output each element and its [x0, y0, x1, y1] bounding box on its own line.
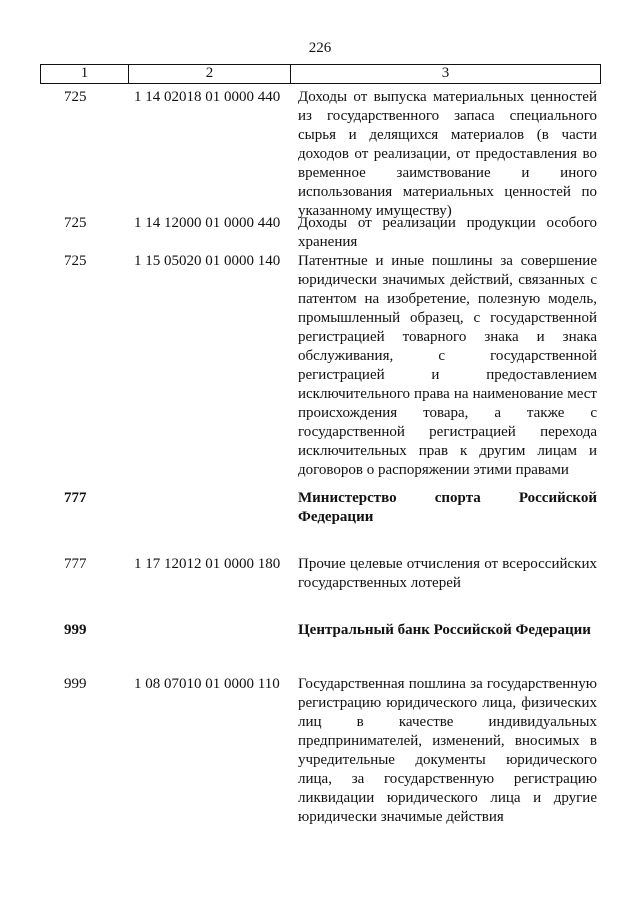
- income-description: Доходы от реализации продукции особого хранения: [298, 215, 597, 250]
- admin-code: 777: [64, 490, 87, 506]
- income-description: Государственная пошлина за государственную регистрацию юридического лица, физических лиц в качестве индивидуальных предпринимателей, изменений, вносимых в учредительные документы юридического лица, за государственную регистрацию ликвидации юридического лица и другие юридически значимые действия: [298, 676, 597, 825]
- kbk-code: 1 17 12012 01 0000 180: [134, 556, 281, 572]
- header-col-3: 3: [441, 65, 450, 81]
- header-col-1: 1: [41, 65, 129, 83]
- kbk-code: 1 15 05020 01 0000 140: [134, 253, 281, 269]
- income-description: Доходы от выпуска материальных ценностей из государственного запаса специального сырья и делящихся материалов (в части доходов от реализации, от предоставления во временное заимствование и иного использования материальных ценностей по указанному имуществу): [298, 89, 597, 219]
- kbk-code: 1 08 07010 01 0000 110: [134, 676, 280, 692]
- header-col-2: 2: [129, 65, 291, 83]
- admin-code: 725: [64, 253, 87, 269]
- admin-code: 999: [64, 676, 87, 692]
- admin-code: 725: [64, 215, 87, 231]
- table-header: [40, 64, 601, 84]
- admin-code: 999: [64, 622, 87, 638]
- admin-code: 725: [64, 89, 87, 105]
- kbk-code: 1 14 12000 01 0000 440: [134, 215, 281, 231]
- income-description: Прочие целевые отчисления от всероссийских государственных лотерей: [298, 556, 597, 591]
- income-description: Патентные и иные пошлины за совершение юридически значимых действий, связанных с патентом на изобретение, полезную модель, промышленный образец, с государственной регистрацией товарного знака и знака обслуживания, с государственной регистрацией и предоставлением исключительного права на наименование мест происхождения товара, а также с государственной регистрацией перехода исключительных прав к другим лицам и договоров о распоряжении этими правами: [298, 253, 597, 478]
- administrator-name: Центральный банк Российской Федерации: [298, 622, 591, 638]
- kbk-code: 1 14 02018 01 0000 440: [134, 89, 281, 105]
- admin-code: 777: [64, 556, 87, 572]
- page-number: 226: [308, 40, 332, 56]
- administrator-name: Министерство спорта Российской Федерации: [298, 490, 597, 525]
